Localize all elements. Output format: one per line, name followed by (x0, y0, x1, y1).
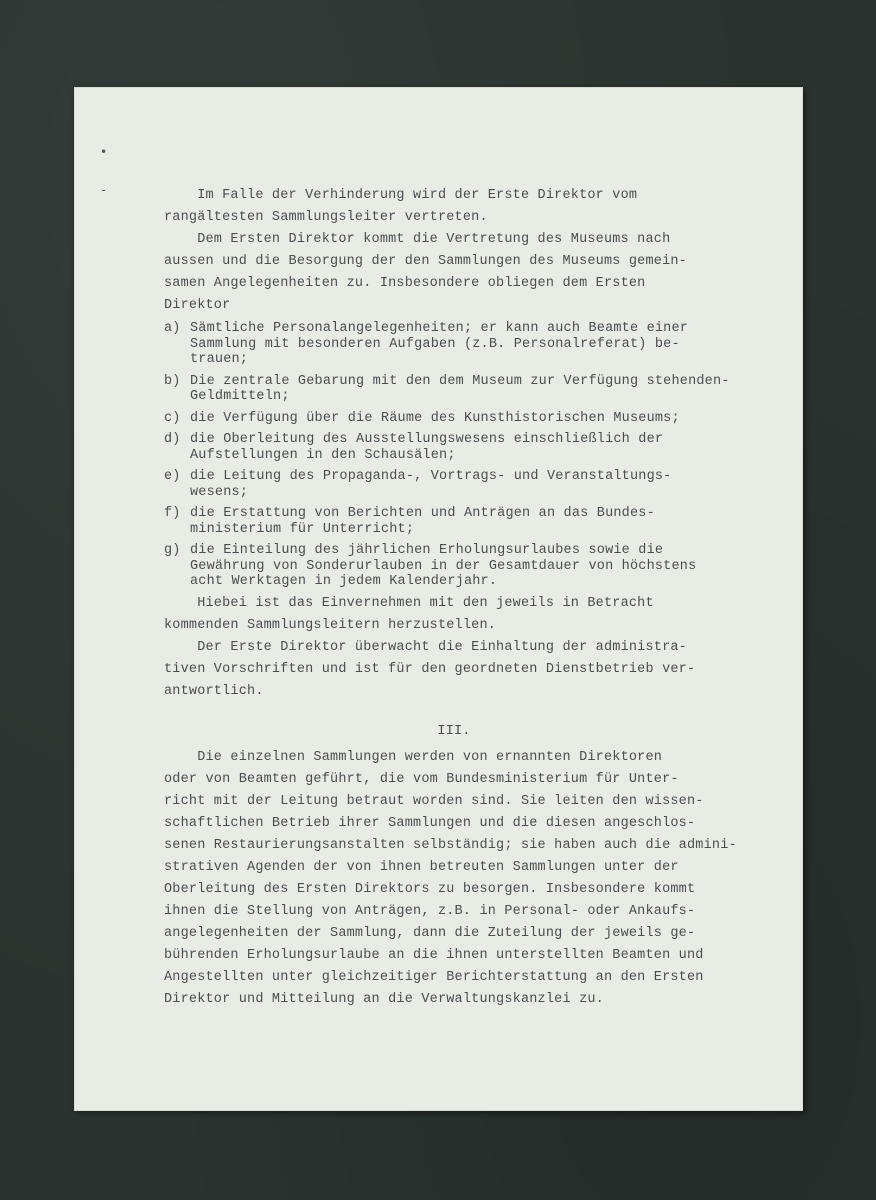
document-body (164, 185, 784, 1011)
text-line: Direktor und Mitteilung an die Verwaltungskanzlei zu. (164, 991, 604, 1007)
punch-mark: • (100, 145, 108, 159)
text-line: Direktor (164, 298, 231, 313)
text-line: Die einzelnen Sammlungen werden von ernannten Direktoren (164, 749, 663, 765)
text-line: samen Angelegenheiten zu. Insbesondere obliegen dem Ersten (164, 276, 646, 291)
list-marker: g) (164, 543, 181, 558)
list-item (164, 506, 784, 537)
text-line: bührenden Erholungsurlaube an die ihnen unterstellten Beamten und (164, 947, 704, 963)
list-item (164, 411, 784, 427)
text-line: oder von Beamten geführt, die vom Bundesministerium für Unter- (164, 771, 679, 787)
list-marker: c) (164, 410, 181, 426)
text-line: ihnen die Stellung von Anträgen, z.B. in Personal- oder Ankaufs- (164, 903, 696, 919)
text-line: richt mit der Leitung betraut worden sind. Sie leiten den wissen- (164, 793, 704, 809)
list-item (164, 432, 784, 463)
document-page (74, 87, 803, 1111)
list-marker: e) (164, 469, 181, 484)
list-text: die Leitung des Propaganda-, Vortrags- und Veranstaltungs- wesens; (190, 469, 672, 500)
list-item (164, 321, 784, 368)
list-text: die Verfügung über die Räume des Kunsthistorischen Museums; (190, 410, 680, 426)
list-marker: d) (164, 432, 181, 447)
text-line: aussen und die Besorgung der den Sammlungen des Museums gemein- (164, 254, 687, 269)
text-line: schaftlichen Betrieb ihrer Sammlungen und die diesen angeschlos- (164, 815, 696, 831)
text-line: Im Falle der Verhinderung wird der Erste Direktor vom (164, 188, 638, 203)
list-marker: b) (164, 373, 181, 389)
text-line: rangältesten Sammlungsleiter vertreten. (164, 210, 488, 225)
list-marker: a) (164, 321, 181, 336)
text-line: angelegenheiten der Sammlung, dann die Zuteilung der jeweils ge- (164, 925, 696, 941)
text-line: Der Erste Direktor überwacht die Einhaltung der administra- (164, 639, 687, 655)
text-line: tiven Vorschriften und ist für den geordneten Dienstbetrieb ver- (164, 661, 696, 677)
list-item (164, 469, 784, 500)
list-item (164, 543, 784, 590)
text-line: strativen Agenden der von ihnen betreuten Sammlungen unter der (164, 859, 679, 875)
list-item (164, 374, 784, 405)
list-marker: f) (164, 506, 181, 521)
list-text: die Erstattung von Berichten und Anträgen an das Bundes- ministerium für Unterricht; (190, 506, 655, 537)
list-text: Die zentrale Gebarung mit den dem Museum zur Verfügung stehenden- Geldmitteln; (190, 373, 730, 404)
list-text: die Oberleitung des Ausstellungswesens einschließlich der Aufstellungen in den Schausälen; (190, 432, 664, 463)
text-line: Oberleitung des Ersten Direktors zu besorgen. Insbesondere kommt (164, 881, 696, 897)
punch-mark: - (100, 183, 108, 197)
list-text: Sämtliche Personalangelegenheiten; er kann auch Beamte einer Sammlung mit besonderen Aufgaben (z.B. Personalreferat) be- trauen; (190, 321, 689, 367)
section-heading: III. (437, 723, 471, 739)
text-line: senen Restaurierungsanstalten selbständig; sie haben auch die admini- (164, 837, 737, 853)
text-line: Dem Ersten Direktor kommt die Vertretung des Museums nach (164, 232, 671, 247)
text-line: Angestellten unter gleichzeitiger Berichterstattung an den Ersten (164, 969, 704, 985)
list-text: die Einteilung des jährlichen Erholungsurlaubes sowie die Gewährung von Sonderurlauben in der Gesamtdauer von höchstens acht Werktagen in jedem Kalenderjahr. (190, 543, 697, 589)
text-line: kommenden Sammlungsleitern herzustellen. (164, 617, 497, 633)
text-line: Hiebei ist das Einvernehmen mit den jeweils in Betracht (164, 595, 654, 611)
text-line: antwortlich. (164, 683, 264, 699)
